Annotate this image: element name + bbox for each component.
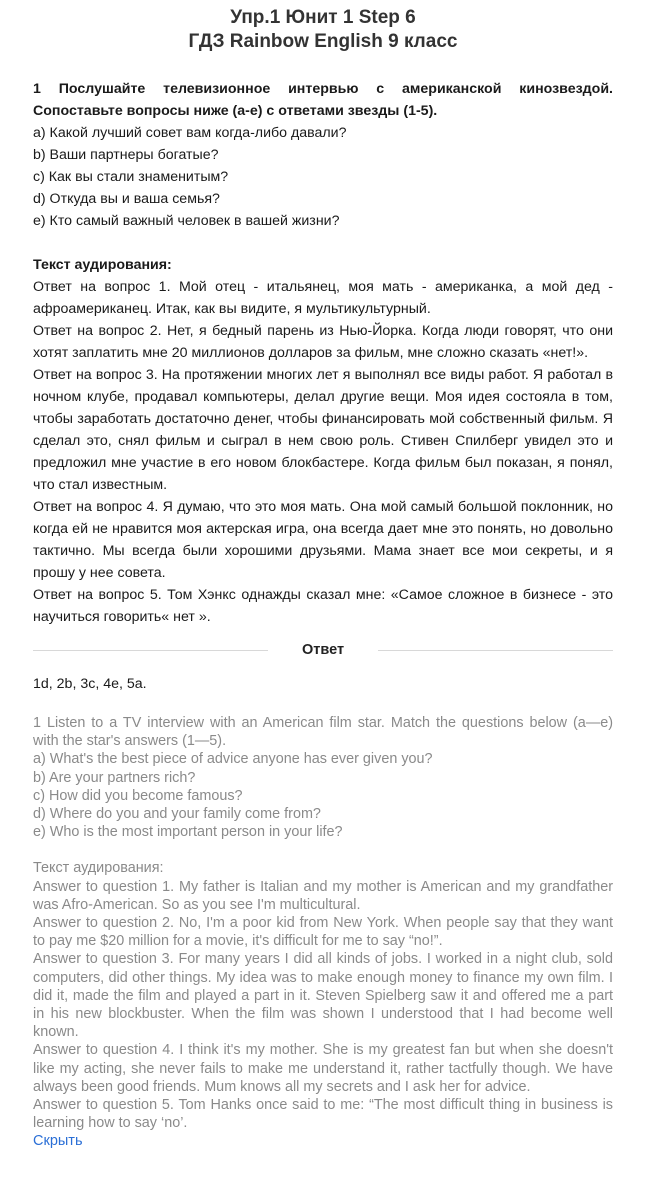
divider-line-left [33, 650, 268, 651]
answer-en-1: Answer to question 1. My father is Italian and my mother is American and my grandfather was Afro-American. So as you see I'm multicultural. [33, 878, 613, 913]
listening-label-en: Текст аудирования: [33, 860, 164, 877]
answer-en-2: Answer to question 2. No, I'm a poor kid from New York. When people say that they want to pay me $20 million for a movie, it's difficult for me to say “no!”. [33, 915, 613, 950]
russian-section [33, 78, 613, 628]
answer-divider [33, 638, 613, 662]
listening-label-ru: Текст аудирования: [33, 257, 172, 273]
question-en-d: d) Where do you and your family come from? [33, 806, 321, 823]
question-ru-a: a) Какой лучший совет вам когда-либо давали? [33, 125, 347, 141]
question-ru-b: b) Ваши партнеры богатые? [33, 147, 219, 163]
answer-ru-2: Ответ на вопрос 2. Нет, я бедный парень из Нью-Йорка. Когда люди говорят, что они хотят заплатить мне 20 миллионов долларов за фильм, мне сложно сказать «нет!». [33, 323, 613, 361]
question-en-b: b) Are your partners rich? [33, 769, 196, 786]
answer-ru-5: Ответ на вопрос 5. Том Хэнкс однажды сказал мне: «Самое сложное в бизнесе - это научиться говорить« нет ». [33, 587, 613, 625]
title-line-1: Упр.1 Юнит 1 Step 6 [230, 7, 416, 28]
divider-line-right [378, 650, 613, 651]
task-text-ru: 1 Послушайте телевизионное интервью с американской кинозвездой. Сопоставьте вопросы ниже (a-e) с ответами звезды (1-5). [33, 81, 613, 119]
spacer [33, 841, 613, 859]
question-ru-e: e) Кто самый важный человек в вашей жизни? [33, 213, 340, 229]
english-section [33, 714, 613, 1151]
question-ru-d: d) Откуда вы и ваша семья? [33, 191, 220, 207]
hide-link[interactable]: Скрыть [33, 1133, 83, 1150]
question-en-e: e) Who is the most important person in your life? [33, 824, 343, 841]
answer-ru-1: Ответ на вопрос 1. Мой отец - итальянец, моя мать - американка, а мой дед - афроамериканец. Итак, как вы видите, я мультикультурный. [33, 279, 613, 317]
answer-en-4: Answer to question 4. I think it's my mother. She is my greatest fan but when she doesn't like my acting, she never fails to make me understand it, rather tactfully though. We have always been good friends. Mum knows all my secrets and I ask her for advice. [33, 1042, 613, 1095]
answer-key: 1d, 2b, 3c, 4e, 5a. [33, 676, 147, 692]
spacer [33, 232, 613, 254]
title-line-2: ГДЗ Rainbow English 9 класс [188, 31, 458, 52]
question-en-c: c) How did you become famous? [33, 787, 243, 804]
page-title [33, 6, 613, 54]
answer-ru-3: Ответ на вопрос 3. На протяжении многих лет я выполнял все виды работ. Я работал в ночном клубе, продавал компьютеры, делал другие вещи. Моя идея состояла в том, чтобы заработать достаточно денег, чтобы финансировать мой собственный фильм. Я сделал это, снял фильм и сыграл в нем свою роль. Стивен Спилберг увидел это и предложил мне участие в его новом блокбастере. Когда фильм был показан, я понял, что стал известным. [33, 367, 613, 493]
question-en-a: a) What's the best piece of advice anyone has ever given you? [33, 751, 433, 768]
answer-ru-4: Ответ на вопрос 4. Я думаю, что это моя мать. Она мой самый большой поклонник, но когда ей не нравится моя актерская игра, она всегда дает мне это понять, но довольно тактично. Мы всегда были хорошими друзьями. Мама знает все мои секреты, и я прошу у нее совета. [33, 499, 613, 581]
divider-label: Ответ [301, 642, 345, 658]
task-text-en: 1 Listen to a TV interview with an American film star. Match the questions below (a—e) with the star's answers (1—5). [33, 715, 613, 750]
answer-en-3: Answer to question 3. For many years I did all kinds of jobs. I worked in a night club, sold computers, did other things. My idea was to make enough money to finance my own film. I did it, made the film and played a part in it. Steven Spielberg saw it and offered me a part in his new blockbuster. When the film was shown I understood that I had become well known. [33, 951, 613, 1041]
answer-en-5: Answer to question 5. Tom Hanks once said to me: “The most difficult thing in business is learning how to say ‘no’. [33, 1097, 613, 1132]
question-ru-c: c) Как вы стали знаменитым? [33, 169, 229, 185]
